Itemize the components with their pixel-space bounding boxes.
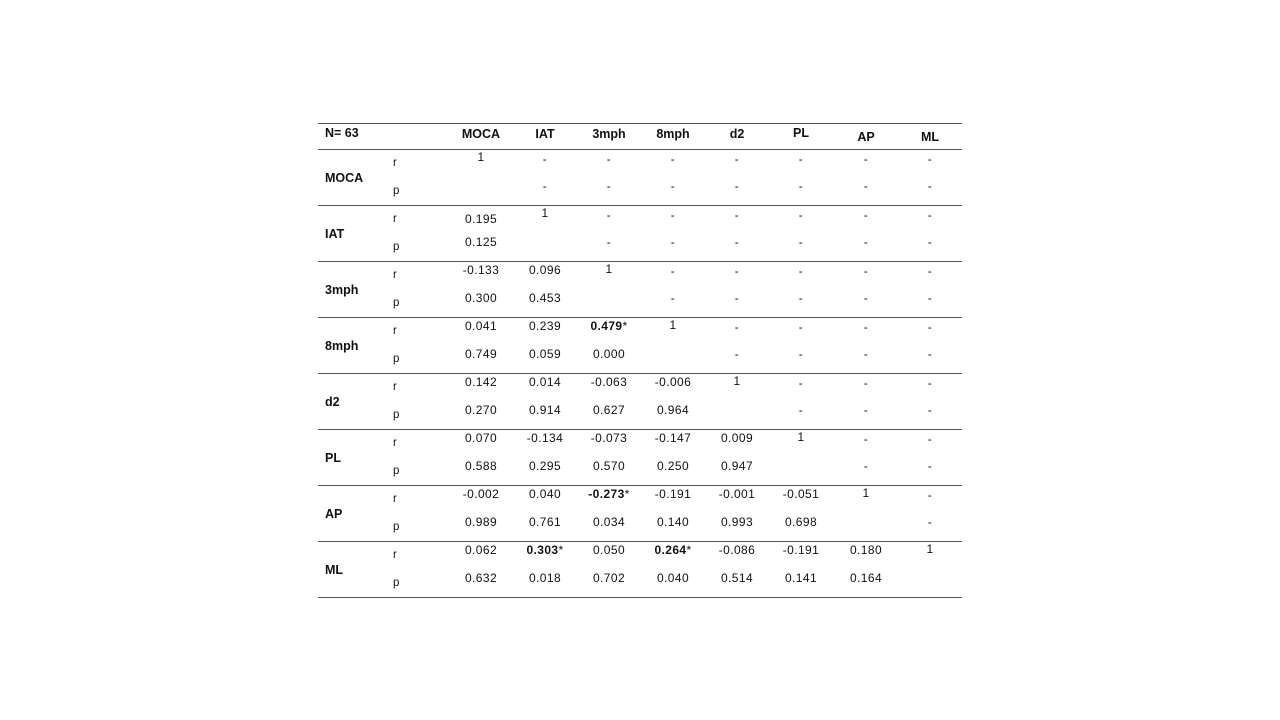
p-value-cell: - — [798, 291, 804, 305]
p-value-cell: - — [927, 347, 933, 361]
r-value-cell: 0.041 — [464, 319, 498, 333]
row-label: MOCA — [325, 171, 364, 185]
stat-label-p: p — [393, 241, 400, 253]
r-value-cell: 1 — [733, 374, 741, 388]
r-value-cell: - — [798, 320, 804, 334]
r-value-cell: - — [863, 320, 869, 334]
r-value-cell: 0.479* — [590, 319, 628, 333]
r-value-cell: 0.070 — [464, 431, 498, 445]
col-header-8mph: 8mph — [656, 127, 690, 141]
r-value-cell: - — [606, 208, 612, 222]
r-value-cell: -0.051 — [782, 487, 820, 501]
stat-label-r: r — [393, 157, 397, 169]
col-header-moca: MOCA — [461, 127, 501, 141]
r-value-cell: 0.014 — [528, 375, 562, 389]
table-row — [318, 206, 962, 262]
r-value-cell: 0.050 — [592, 543, 626, 557]
p-value-cell: 0.749 — [464, 347, 498, 361]
r-value-cell: -0.133 — [462, 263, 500, 277]
stat-label-p: p — [393, 185, 400, 197]
r-value-cell: 0.009 — [720, 431, 754, 445]
p-value-cell: - — [927, 235, 933, 249]
p-value-cell: - — [734, 235, 740, 249]
r-value-cell: -0.147 — [654, 431, 692, 445]
p-value-cell: 0.140 — [656, 515, 690, 529]
table-row — [318, 318, 962, 374]
p-value-cell: 0.250 — [656, 459, 690, 473]
sample-size-label: N= 63 — [325, 126, 359, 140]
stat-label-r: r — [393, 213, 397, 225]
r-value-cell: - — [863, 264, 869, 278]
p-value-cell: 0.761 — [528, 515, 562, 529]
stat-label-p: p — [393, 521, 400, 533]
p-value-cell: 0.125 — [464, 235, 498, 249]
p-value-cell: - — [606, 179, 612, 193]
r-value-cell: - — [798, 152, 804, 166]
r-value-cell: - — [927, 376, 933, 390]
r-value-cell: -0.191 — [782, 543, 820, 557]
p-value-cell: - — [798, 347, 804, 361]
p-value-cell: 0.300 — [464, 291, 498, 305]
p-value-cell: 0.698 — [784, 515, 818, 529]
p-value-cell: - — [798, 235, 804, 249]
col-header-iat: IAT — [535, 127, 555, 141]
r-value-cell: 1 — [477, 150, 485, 164]
r-value-cell: 0.239 — [528, 319, 562, 333]
p-value-cell: 0.588 — [464, 459, 498, 473]
r-value-cell: -0.002 — [462, 487, 500, 501]
p-value-cell: 0.164 — [849, 571, 883, 585]
r-value-cell: 0.303* — [526, 543, 564, 557]
p-value-cell: - — [927, 459, 933, 473]
r-value-cell: 0.180 — [849, 543, 883, 557]
r-value-cell: - — [670, 152, 676, 166]
r-value-cell: -0.273* — [588, 487, 630, 501]
p-value-cell: 0.034 — [592, 515, 626, 529]
table-row — [318, 542, 962, 598]
stat-label-p: p — [393, 465, 400, 477]
p-value-cell: - — [863, 235, 869, 249]
r-value-cell: - — [927, 488, 933, 502]
r-value-cell: - — [927, 320, 933, 334]
p-value-cell: - — [863, 459, 869, 473]
stat-label-r: r — [393, 325, 397, 337]
r-value-cell: - — [670, 208, 676, 222]
p-value-cell: - — [734, 347, 740, 361]
r-value-cell: -0.001 — [718, 487, 756, 501]
r-value-cell: - — [734, 264, 740, 278]
stat-label-p: p — [393, 353, 400, 365]
p-value-cell: 0.702 — [592, 571, 626, 585]
table-row — [318, 430, 962, 486]
row-label: 3mph — [325, 283, 359, 297]
row-label: d2 — [325, 395, 340, 409]
row-label: PL — [325, 451, 341, 465]
correlation-table — [318, 123, 962, 598]
stat-label-r: r — [393, 269, 397, 281]
r-value-cell: - — [863, 152, 869, 166]
p-value-cell: 0.295 — [528, 459, 562, 473]
p-value-cell: 0.059 — [528, 347, 562, 361]
p-value-cell: - — [927, 179, 933, 193]
col-header-ml: ML — [920, 130, 940, 144]
p-value-cell: - — [798, 403, 804, 417]
r-value-cell: - — [863, 376, 869, 390]
r-value-cell: -0.134 — [526, 431, 564, 445]
r-value-cell: - — [863, 208, 869, 222]
table-row — [318, 486, 962, 542]
r-value-cell: - — [798, 208, 804, 222]
r-value-cell: - — [734, 320, 740, 334]
r-value-cell: 0.040 — [528, 487, 562, 501]
p-value-cell: - — [798, 179, 804, 193]
header-row — [318, 124, 962, 150]
stat-label-r: r — [393, 437, 397, 449]
p-value-cell: 0.632 — [464, 571, 498, 585]
table-row — [318, 374, 962, 430]
p-value-cell: - — [670, 235, 676, 249]
col-header-3mph: 3mph — [592, 127, 626, 141]
p-value-cell: 0.964 — [656, 403, 690, 417]
r-value-cell: - — [798, 376, 804, 390]
r-value-cell: 1 — [797, 430, 805, 444]
table-row — [318, 262, 962, 318]
r-value-cell: - — [927, 152, 933, 166]
stat-label-r: r — [393, 549, 397, 561]
p-value-cell: - — [927, 515, 933, 529]
r-value-cell: - — [670, 264, 676, 278]
r-value-cell: - — [863, 432, 869, 446]
r-value-cell: - — [606, 152, 612, 166]
r-value-cell: 0.096 — [528, 263, 562, 277]
r-value-cell: - — [542, 152, 548, 166]
p-value-cell: 0.947 — [720, 459, 754, 473]
p-value-cell: 0.989 — [464, 515, 498, 529]
p-value-cell: - — [863, 347, 869, 361]
r-value-cell: 0.195 — [464, 212, 498, 226]
r-value-cell: - — [734, 208, 740, 222]
p-value-cell: 0.141 — [784, 571, 818, 585]
stat-label-p: p — [393, 297, 400, 309]
r-value-cell: 0.264* — [654, 543, 692, 557]
r-value-cell: -0.006 — [654, 375, 692, 389]
r-value-cell: -0.086 — [718, 543, 756, 557]
r-value-cell: 1 — [605, 262, 613, 276]
row-label: ML — [325, 563, 344, 577]
p-value-cell: 0.570 — [592, 459, 626, 473]
stat-label-r: r — [393, 381, 397, 393]
r-value-cell: 0.062 — [464, 543, 498, 557]
col-header-d2: d2 — [729, 127, 745, 141]
r-value-cell: -0.073 — [590, 431, 628, 445]
p-value-cell: - — [927, 403, 933, 417]
stat-label-r: r — [393, 493, 397, 505]
p-value-cell: 0.627 — [592, 403, 626, 417]
r-value-cell: - — [927, 432, 933, 446]
p-value-cell: - — [542, 179, 548, 193]
r-value-cell: 1 — [862, 486, 870, 500]
p-value-cell: - — [927, 291, 933, 305]
p-value-cell: - — [863, 179, 869, 193]
p-value-cell: - — [606, 235, 612, 249]
r-value-cell: - — [927, 264, 933, 278]
table-body — [318, 150, 962, 598]
r-value-cell: 1 — [669, 318, 677, 332]
p-value-cell: 0.270 — [464, 403, 498, 417]
p-value-cell: - — [734, 179, 740, 193]
p-value-cell: - — [670, 291, 676, 305]
p-value-cell: - — [670, 179, 676, 193]
stat-label-p: p — [393, 409, 400, 421]
row-label: AP — [325, 507, 343, 521]
r-value-cell: -0.191 — [654, 487, 692, 501]
p-value-cell: 0.453 — [528, 291, 562, 305]
r-value-cell: -0.063 — [590, 375, 628, 389]
p-value-cell: 0.514 — [720, 571, 754, 585]
p-value-cell: - — [863, 291, 869, 305]
r-value-cell: 0.142 — [464, 375, 498, 389]
r-value-cell: 1 — [541, 206, 549, 220]
r-value-cell: - — [927, 208, 933, 222]
table-row — [318, 150, 962, 206]
stat-label-p: p — [393, 577, 400, 589]
p-value-cell: 0.914 — [528, 403, 562, 417]
p-value-cell: 0.993 — [720, 515, 754, 529]
p-value-cell: - — [863, 403, 869, 417]
p-value-cell: 0.040 — [656, 571, 690, 585]
row-label: 8mph — [325, 339, 359, 353]
p-value-cell: 0.000 — [592, 347, 626, 361]
col-header-pl: PL — [793, 126, 809, 140]
row-label: IAT — [325, 227, 345, 241]
col-header-ap: AP — [857, 130, 875, 144]
p-value-cell: - — [734, 291, 740, 305]
p-value-cell: 0.018 — [528, 571, 562, 585]
r-value-cell: 1 — [926, 542, 934, 556]
r-value-cell: - — [798, 264, 804, 278]
r-value-cell: - — [734, 152, 740, 166]
